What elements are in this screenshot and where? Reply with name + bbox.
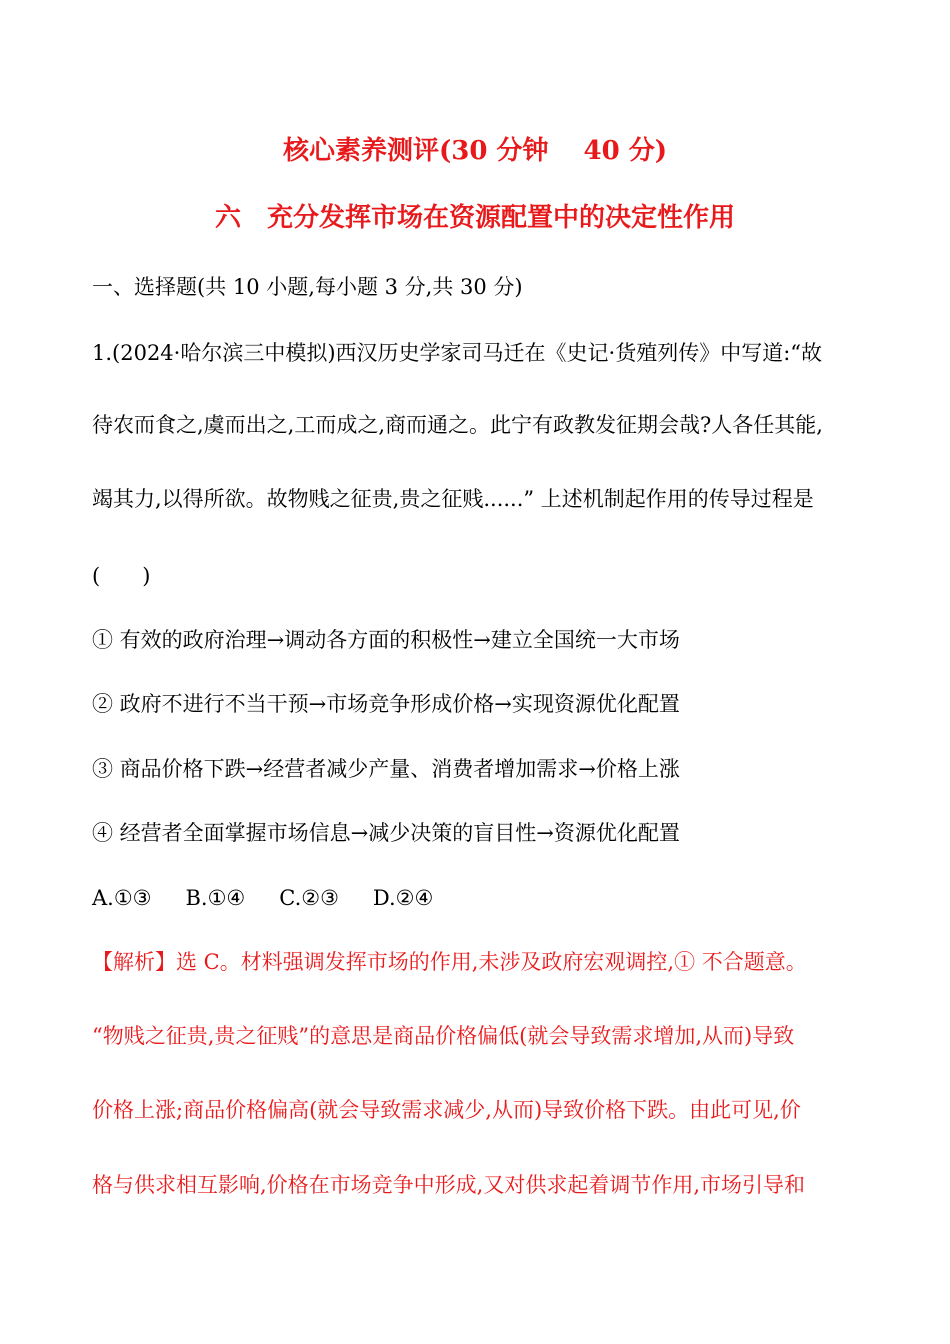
analysis-line: “物贱之征贵,贵之征贱”的意思是商品价格偏低(就会导致需求增加,从而)导致 [92,1024,795,1048]
section-heading: 一、选择题(共 10 小题,每小题 3 分,共 30 分) [92,275,523,299]
question-stem-line: 1.(2024·哈尔滨三中模拟)西汉历史学家司马迁在《史记·货殖列传》中写道:“故 [92,341,823,365]
statement-item-2: ② 政府不进行不当干预→市场竞争形成价格→实现资源优化配置 [92,692,680,716]
option-c[interactable]: C.②③ [279,886,339,910]
statement-item-3: ③ 商品价格下跌→经营者减少产量、消费者增加需求→价格上涨 [92,757,680,781]
page-subtitle: 六 充分发挥市场在资源配置中的决定性作用 [214,203,735,233]
answer-blank: ( ) [92,564,151,588]
analysis-line: 格与供求相互影响,价格在市场竞争中形成,又对供求起着调节作用,市场引导和 [92,1173,806,1197]
answer-options [92,883,433,913]
option-b[interactable]: B.①④ [185,886,246,910]
analysis-line: 价格上涨;商品价格偏高(就会导致需求减少,从而)导致价格下跌。由此可见,价 [92,1098,801,1122]
option-a[interactable]: A.①③ [92,886,152,910]
question-stem-line: 竭其力,以得所欲。故物贱之征贵,贵之征贱......” 上述机制起作用的传导过程是 [92,487,814,511]
option-d[interactable]: D.②④ [372,886,434,910]
question-stem-line: 待农而食之,虞而出之,工而成之,商而通之。此宁有政教发征期会哉?人各任其能, [92,413,823,437]
page-title: 核心素养测评(30 分钟 40 分) [282,136,668,166]
statement-item-1: ① 有效的政府治理→调动各方面的积极性→建立全国统一大市场 [92,628,680,652]
analysis-line: 【解析】选 C。材料强调发挥市场的作用,未涉及政府宏观调控,① 不合题意。 [92,950,807,974]
statement-item-4: ④ 经营者全面掌握市场信息→减少决策的盲目性→资源优化配置 [92,821,680,845]
